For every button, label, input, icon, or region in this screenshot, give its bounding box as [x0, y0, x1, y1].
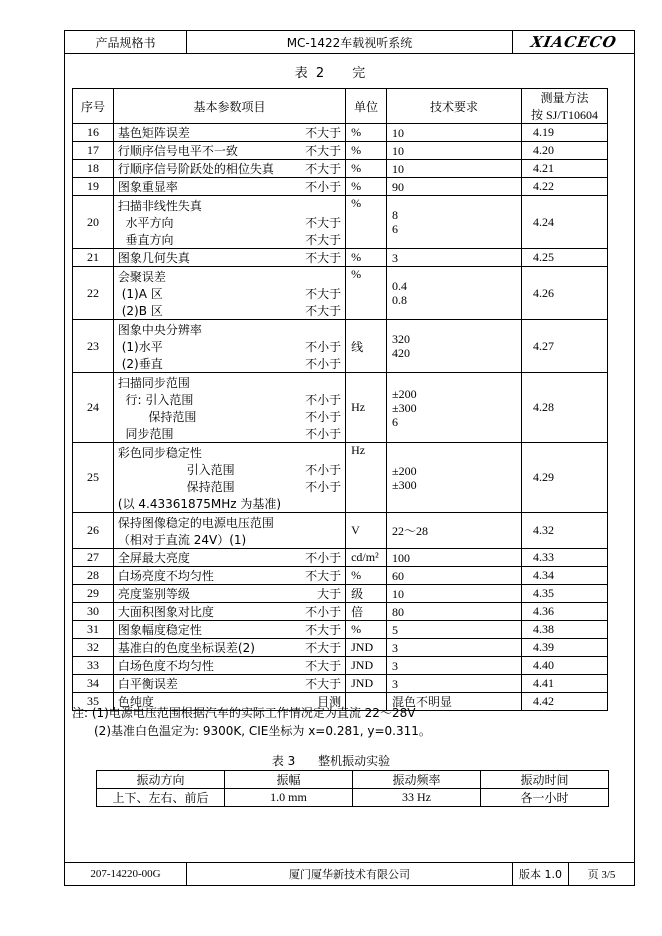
table-row — [73, 513, 608, 549]
item-text: 白场色度不均匀性 — [117, 659, 214, 673]
item-text: 基准白的色度坐标误差(2) — [117, 641, 255, 655]
item-line — [118, 124, 345, 141]
item-text: 彩色同步稳定性 — [117, 445, 202, 460]
item-text: 水平方向 — [117, 215, 174, 230]
vib-frequency: 33 Hz — [353, 789, 481, 807]
requirement-value: 90 — [392, 179, 405, 194]
item-condition: 不大于 — [305, 677, 342, 691]
row-unit: JND — [346, 657, 387, 675]
row-method: 4.20 — [522, 142, 608, 160]
item-line — [118, 160, 345, 177]
requirement-value: 混色不明显 — [392, 694, 453, 709]
row-method: 4.39 — [522, 639, 608, 657]
vib-duration: 各一小时 — [481, 789, 609, 807]
table-row — [73, 124, 608, 142]
item-condition: 不大于 — [305, 623, 342, 637]
row-method: 4.27 — [522, 320, 608, 373]
item-text: 图象重显率 — [117, 180, 178, 194]
row-unit: % — [346, 567, 387, 585]
row-method: 4.38 — [522, 621, 608, 639]
vibration-table — [96, 770, 609, 807]
table-row — [73, 603, 608, 621]
row-method: 4.25 — [522, 249, 608, 267]
item-line — [118, 249, 345, 266]
requirement-value: ±200 — [392, 463, 417, 478]
row-index: 29 — [73, 585, 114, 603]
row-index: 26 — [73, 513, 114, 549]
row-unit: JND — [346, 639, 387, 657]
item-text: (2)垂直 — [117, 356, 163, 371]
row-method: 4.22 — [522, 178, 608, 196]
company-logo — [513, 31, 634, 53]
row-index: 18 — [73, 160, 114, 178]
row-requirement — [387, 621, 522, 639]
item-text: 会聚误差 — [117, 269, 166, 284]
item-condition: 不小于 — [305, 409, 342, 424]
row-index: 20 — [73, 196, 114, 249]
row-index: 31 — [73, 621, 114, 639]
item-condition: 不大于 — [305, 641, 342, 655]
row-requirement — [387, 443, 522, 513]
table-row — [73, 160, 608, 178]
row-unit: % — [346, 124, 387, 142]
item-line — [118, 621, 345, 638]
item-text: 保持范围 — [117, 479, 235, 494]
item-text: 基色矩阵误差 — [117, 126, 190, 140]
row-unit: % — [346, 142, 387, 160]
row-index: 16 — [73, 124, 114, 142]
row-index: 32 — [73, 639, 114, 657]
row-item — [113, 657, 345, 675]
row-item — [113, 639, 345, 657]
row-unit: 倍 — [346, 603, 387, 621]
item-line — [118, 549, 345, 566]
row-item — [113, 142, 345, 160]
item-line — [118, 603, 345, 620]
requirement-value: ±300 — [392, 400, 417, 415]
row-unit: % — [346, 178, 387, 196]
row-method: 4.26 — [522, 267, 608, 320]
vibration-data-row — [97, 789, 609, 807]
row-item — [113, 621, 345, 639]
item-condition: 大于 — [317, 587, 342, 601]
row-method: 4.34 — [522, 567, 608, 585]
table2-label: 表 2 — [294, 66, 327, 81]
row-item — [113, 675, 345, 693]
row-unit: % — [346, 196, 387, 249]
item-text: 图象几何失真 — [117, 251, 190, 265]
item-text: 图象幅度稳定性 — [117, 623, 202, 637]
row-index: 34 — [73, 675, 114, 693]
doc-type: 产品规格书 — [65, 31, 187, 53]
table-row — [73, 567, 608, 585]
table-row — [73, 267, 608, 320]
row-item — [113, 267, 345, 320]
item-line — [118, 321, 345, 338]
item-text: 全屏最大亮度 — [117, 551, 190, 565]
table-row — [73, 657, 608, 675]
item-line — [118, 285, 345, 302]
row-requirement — [387, 567, 522, 585]
row-item — [113, 249, 345, 267]
row-requirement — [387, 124, 522, 142]
header-method-line1: 测量方法 — [540, 91, 589, 105]
row-requirement — [387, 373, 522, 443]
vib-header-direction: 振动方向 — [97, 771, 225, 789]
row-method: 4.24 — [522, 196, 608, 249]
row-method: 4.21 — [522, 160, 608, 178]
product-name: MC-1422车载视听系统 — [187, 31, 513, 53]
row-unit: % — [346, 621, 387, 639]
row-item — [113, 513, 345, 549]
item-condition: 不小于 — [305, 356, 342, 371]
header-unit: 单位 — [346, 89, 387, 124]
item-condition: 不小于 — [305, 392, 342, 407]
row-requirement — [387, 675, 522, 693]
requirement-value: 3 — [392, 676, 399, 691]
item-line — [118, 408, 345, 425]
row-unit: % — [346, 267, 387, 320]
row-item — [113, 178, 345, 196]
item-line — [118, 444, 345, 461]
item-text: 同步范围 — [117, 426, 174, 441]
row-item — [113, 567, 345, 585]
vib-direction: 上下、左右、前后 — [97, 789, 225, 807]
row-index: 21 — [73, 249, 114, 267]
row-index: 19 — [73, 178, 114, 196]
row-method: 4.29 — [522, 443, 608, 513]
row-requirement — [387, 196, 522, 249]
item-text: 行顺序信号电平不一致 — [117, 144, 238, 158]
row-requirement — [387, 639, 522, 657]
row-item — [113, 585, 345, 603]
item-line — [118, 675, 345, 692]
item-condition: 不大于 — [305, 251, 342, 265]
item-line — [118, 585, 345, 602]
page-number: 页 3/5 — [587, 869, 616, 881]
row-index: 27 — [73, 549, 114, 567]
logo-text: XIACECO — [529, 33, 618, 51]
vibration-header-row — [97, 771, 609, 789]
requirement-value: 10 — [392, 161, 405, 176]
item-line — [118, 657, 345, 674]
table-row — [73, 549, 608, 567]
item-line — [118, 302, 345, 319]
item-text: (以 4.43361875MHz 为基准) — [117, 496, 282, 511]
row-index: 35 — [73, 693, 114, 711]
item-line — [118, 231, 345, 248]
row-index: 17 — [73, 142, 114, 160]
item-condition: 不小于 — [305, 605, 342, 619]
header-index: 序号 — [73, 89, 114, 124]
row-requirement — [387, 178, 522, 196]
item-condition: 不大于 — [305, 659, 342, 673]
item-line — [118, 197, 345, 214]
vib-header-duration: 振动时间 — [481, 771, 609, 789]
item-condition: 不小于 — [305, 462, 342, 477]
item-condition: 不大于 — [305, 144, 342, 158]
vib-header-amplitude: 振幅 — [225, 771, 353, 789]
row-method: 4.36 — [522, 603, 608, 621]
item-text: 行顺序信号阶跃处的相位失真 — [117, 162, 274, 176]
item-line — [118, 567, 345, 584]
row-unit: Hz — [346, 443, 387, 513]
item-text: (2)B 区 — [117, 303, 163, 318]
item-condition: 不小于 — [305, 551, 342, 565]
requirement-value: 100 — [392, 550, 411, 565]
table-row — [73, 320, 608, 373]
row-item — [113, 603, 345, 621]
row-method: 4.33 — [522, 549, 608, 567]
item-text: 行: 引入范围 — [117, 392, 194, 407]
item-condition: 不大于 — [305, 215, 342, 230]
row-item — [113, 549, 345, 567]
table-row — [73, 443, 608, 513]
table-row — [73, 249, 608, 267]
row-method: 4.40 — [522, 657, 608, 675]
item-text: 图象中央分辨率 — [117, 322, 202, 337]
header-method — [522, 89, 608, 124]
item-line — [118, 338, 345, 355]
requirement-value: 3 — [392, 250, 399, 265]
row-index: 30 — [73, 603, 114, 621]
requirement-value: 10 — [392, 143, 405, 158]
item-line — [118, 178, 345, 195]
item-line — [118, 142, 345, 159]
item-text: 色纯度 — [117, 695, 154, 709]
item-condition: 目测 — [317, 695, 342, 709]
item-condition: 不大于 — [305, 232, 342, 247]
item-line — [118, 478, 345, 495]
requirement-value: 0.4 — [392, 279, 408, 293]
requirement-value: 10 — [392, 125, 405, 140]
requirement-value: ±200 — [392, 386, 417, 401]
table-row — [73, 585, 608, 603]
table-row — [73, 196, 608, 249]
row-unit: 级 — [346, 585, 387, 603]
row-requirement — [387, 142, 522, 160]
row-method: 4.35 — [522, 585, 608, 603]
row-index: 24 — [73, 373, 114, 443]
item-condition: 不大于 — [305, 569, 342, 583]
header-requirement: 技术要求 — [387, 89, 522, 124]
page-header — [65, 31, 634, 54]
item-text: 引入范围 — [117, 462, 235, 477]
item-text: (1)A 区 — [117, 286, 163, 301]
requirement-value: 6 — [392, 414, 399, 429]
row-method: 4.41 — [522, 675, 608, 693]
table-row — [73, 178, 608, 196]
item-condition: 不小于 — [305, 426, 342, 441]
table3-title: 表 3 整机振动实验 — [271, 754, 391, 768]
spec-table — [72, 88, 608, 711]
item-text: 扫描非线性失真 — [117, 198, 202, 213]
row-item — [113, 124, 345, 142]
row-index: 25 — [73, 443, 114, 513]
requirement-value: 60 — [392, 568, 405, 583]
row-requirement — [387, 657, 522, 675]
item-condition: 不小于 — [305, 479, 342, 494]
table-row — [73, 142, 608, 160]
company-name: 厦门厦华新技术有限公司 — [187, 863, 513, 885]
note-1: 注: (1)电源电压范围根据汽车的实际工作情况定为直流 22～28V — [72, 706, 416, 720]
row-requirement — [387, 585, 522, 603]
row-unit: V — [346, 513, 387, 549]
row-unit: cd/m² — [346, 549, 387, 567]
row-requirement — [387, 267, 522, 320]
item-line — [118, 639, 345, 656]
note-2: (2)基准白色温定为: 9300K, CIE坐标为 x=0.281, y=0.311。 — [94, 724, 431, 738]
item-text: (1)水平 — [117, 339, 163, 354]
item-line — [118, 531, 345, 548]
row-index: 33 — [73, 657, 114, 675]
item-text: （相对于直流 24V）(1) — [117, 532, 247, 547]
item-text: 大面积图象对比度 — [117, 605, 214, 619]
item-condition: 不小于 — [305, 180, 342, 194]
row-requirement — [387, 320, 522, 373]
item-text: 保持范围 — [117, 409, 197, 424]
row-requirement — [387, 249, 522, 267]
row-requirement — [387, 160, 522, 178]
item-condition: 不大于 — [305, 286, 342, 301]
notes — [72, 704, 431, 740]
doc-number: 207-14220-00G — [65, 863, 187, 885]
item-condition: 不小于 — [305, 339, 342, 354]
item-line — [118, 514, 345, 531]
row-unit: % — [346, 249, 387, 267]
row-requirement — [387, 513, 522, 549]
row-method: 4.42 — [522, 693, 608, 711]
table2-suffix: 完 — [352, 66, 368, 81]
item-text: 垂直方向 — [117, 232, 174, 247]
row-method: 4.28 — [522, 373, 608, 443]
requirement-value: 5 — [392, 622, 399, 637]
header-method-line2: 按 SJ/T10604 — [531, 108, 599, 122]
item-line — [118, 268, 345, 285]
item-text: 白平衡误差 — [117, 677, 178, 691]
item-condition: 不大于 — [305, 162, 342, 176]
vib-header-frequency: 振动频率 — [353, 771, 481, 789]
row-method: 4.19 — [522, 124, 608, 142]
item-line — [118, 425, 345, 442]
table-row — [73, 373, 608, 443]
item-text: 亮度鉴别等级 — [117, 587, 190, 601]
row-unit: % — [346, 160, 387, 178]
item-text: 扫描同步范围 — [117, 375, 190, 390]
requirement-value: 320 — [392, 332, 411, 346]
item-condition: 不大于 — [305, 126, 342, 140]
table-row — [73, 639, 608, 657]
item-text: 白场亮度不均匀性 — [117, 569, 214, 583]
requirement-value: 8 — [392, 208, 399, 222]
row-index: 22 — [73, 267, 114, 320]
item-text: 保持图像稳定的电源电压范围 — [117, 515, 274, 530]
item-condition: 不大于 — [305, 303, 342, 318]
row-item — [113, 196, 345, 249]
item-line — [118, 495, 345, 512]
row-index: 28 — [73, 567, 114, 585]
header-item: 基本参数项目 — [113, 89, 345, 124]
row-unit: JND — [346, 675, 387, 693]
requirement-value: 0.8 — [392, 293, 408, 307]
item-line — [118, 391, 345, 408]
requirement-value: ±300 — [392, 477, 417, 492]
requirement-value: 3 — [392, 658, 399, 673]
item-line — [118, 461, 345, 478]
version: 版本 1.0 — [513, 863, 569, 885]
row-item — [113, 160, 345, 178]
table-row — [73, 621, 608, 639]
requirement-value: 22～28 — [392, 523, 429, 538]
row-method: 4.32 — [522, 513, 608, 549]
row-unit: 线 — [346, 320, 387, 373]
requirement-value: 10 — [392, 586, 405, 601]
requirement-value: 3 — [392, 640, 399, 655]
row-item — [113, 443, 345, 513]
spec-table-body — [73, 124, 608, 711]
row-index: 23 — [73, 320, 114, 373]
row-requirement — [387, 603, 522, 621]
row-item — [113, 320, 345, 373]
requirement-value: 6 — [392, 222, 399, 236]
table-row — [73, 675, 608, 693]
item-line — [118, 374, 345, 391]
row-requirement — [387, 549, 522, 567]
item-line — [118, 214, 345, 231]
item-line — [118, 355, 345, 372]
row-item — [113, 373, 345, 443]
table2-title — [0, 62, 662, 81]
requirement-value: 420 — [392, 346, 411, 360]
requirement-value: 80 — [392, 604, 405, 619]
page-footer — [65, 862, 634, 885]
row-unit: Hz — [346, 373, 387, 443]
vib-amplitude: 1.0 mm — [225, 789, 353, 807]
